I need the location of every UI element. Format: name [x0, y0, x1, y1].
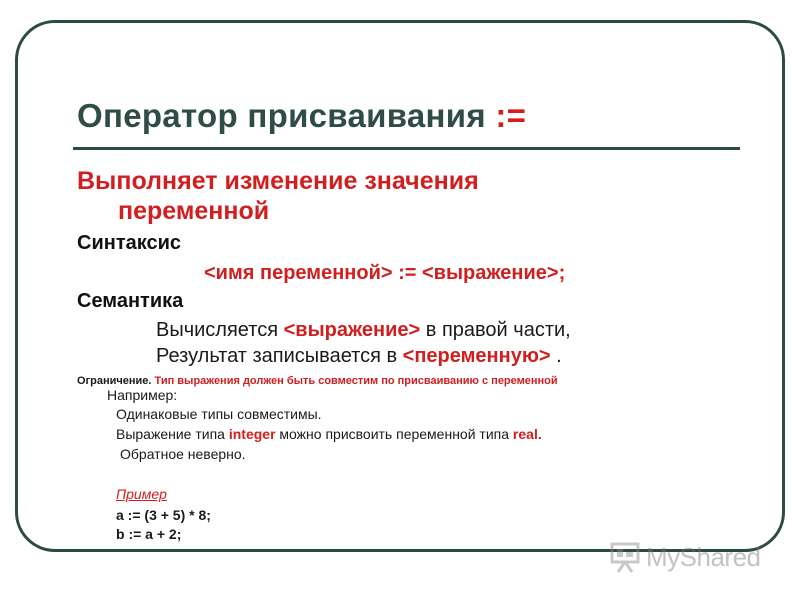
semantics-label: Семантика [77, 290, 184, 312]
example-line-3: Обратное неверно. [120, 446, 246, 462]
title-text: Оператор присваивания [77, 97, 486, 134]
syntax-label: Синтаксис [77, 232, 182, 254]
watermark-text: MyShared [646, 541, 761, 572]
restriction-text: Тип выражения должен быть совместим по присваиванию с переменной [154, 375, 558, 387]
restriction-line [77, 375, 558, 387]
presentation-board-icon [608, 540, 642, 574]
headline-line-2: переменной [118, 197, 270, 225]
keyword-integer: integer [228, 426, 276, 442]
semantics-line-1 [156, 319, 571, 342]
example-line-2 [116, 426, 542, 442]
headline-line-1: Выполняет изменение значения [77, 167, 479, 195]
example-line-2-mid: можно присвоить переменной типа [275, 426, 513, 442]
semantics-line-2 [156, 345, 562, 368]
example-line-2-prefix: Выражение типа [116, 426, 229, 442]
watermark [608, 540, 761, 574]
restriction-label: Ограничение. [77, 375, 155, 387]
semantics-line-1-suffix: в правой части, [420, 319, 571, 341]
code-line-2: b := a + 2; [116, 526, 182, 542]
examples-label: Например: [107, 387, 178, 403]
title-operator: := [495, 97, 527, 134]
semantics-line-1-prefix: Вычисляется [156, 319, 284, 341]
syntax-line: <имя переменной> := <выражение>; [204, 262, 566, 284]
semantics-line-2-suffix: . [550, 345, 562, 367]
semantics-line-2-prefix: Результат записывается в [156, 345, 403, 367]
slide-title [77, 97, 526, 135]
code-line-1: a := (3 + 5) * 8; [116, 507, 211, 523]
keyword-real: real. [512, 426, 542, 442]
example-line-1: Одинаковые типы совместимы. [116, 406, 322, 422]
sample-label: Пример [116, 486, 167, 502]
semantics-line-2-highlight: <переменную> [402, 345, 551, 367]
semantics-line-1-highlight: <выражение> [283, 319, 421, 341]
title-divider [73, 147, 740, 150]
